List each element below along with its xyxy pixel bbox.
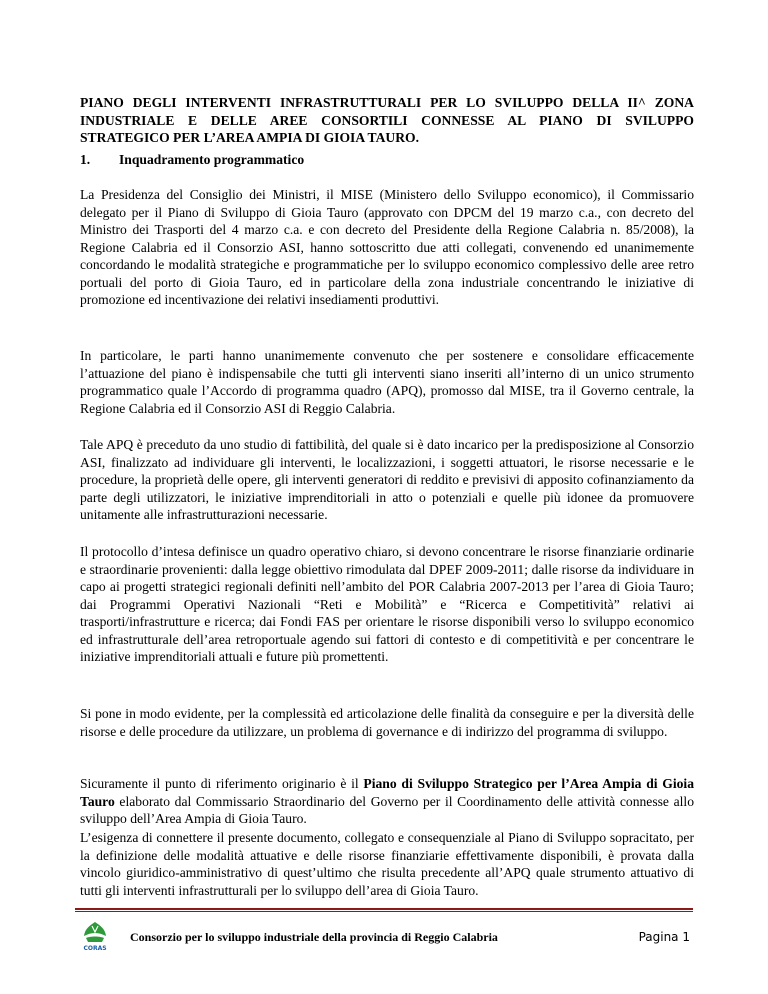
paragraph-3: Tale APQ è preceduto da uno studio di fattibilità, del quale si è dato incarico per la predisposizione al Consorzio ASI, finalizzato ad individuare gli interventi, le localizzazioni, i soggetti attuatori, le risorse necessarie e le procedure, la proprietà delle opere, gli interventi generatori di reddito e previsivi di apposito cofinanziamento da parte degli utilizzatori, le iniziative imprenditoriali in atto o potenziali e quelle più idonee da promuovere unitamente alle infrastrutturazioni necessarie. bbox=[80, 437, 694, 522]
footer-rule bbox=[75, 908, 693, 910]
plan-name-bold: Piano di Sviluppo Strategico per l’Area Ampia di Gioia Tauro bbox=[80, 776, 695, 809]
document-title: PIANO DEGLI INTERVENTI INFRASTRUTTURALI PER LO SVILUPPO DELLA II^ ZONA INDUSTRIALE E DELLE AREE CONSORTILI CONNESSE AL PIANO DI SVILUPPO STRATEGICO PER L’AREA AMPIA DI GIOIA TAURO. bbox=[80, 95, 694, 145]
footer-organization: Consorzio per lo sviluppo industriale della provincia di Reggio Calabria bbox=[130, 930, 498, 944]
paragraph-6-after: elaborato dal Commissario Straordinario del Governo per il Coordinamento delle attività connesse allo sviluppo dell’Area Ampia di Gioia Tauro. bbox=[80, 793, 694, 826]
logo-text: CORAS bbox=[83, 945, 107, 952]
consortium-logo-icon bbox=[80, 920, 110, 952]
page-number: Pagina 1 bbox=[638, 930, 690, 944]
section-heading bbox=[80, 151, 694, 168]
paragraph-5: Si pone in modo evidente, per la complessità ed articolazione delle finalità da conseguire e per la diversità delle risorse e delle procedure da utilizzare, un problema di governance e di indirizzo del programma di sviluppo. bbox=[80, 706, 694, 739]
paragraph-4: Il protocollo d’intesa definisce un quadro operativo chiaro, si devono concentrare le risorse finanziarie ordinarie e straordinarie provenienti: dalla legge obiettivo rimodulata dal DPEF 2009-2011; dalle risorse da individuare in capo ai progetti strategici regionali definiti nell’ambito del POR Calabria 2007-2013 per l’area di Gioia Tauro; dai Programmi Operativi Nazionali “Reti e Mobilità” e “Ricerca e Competitività” relativi ai trasporti/infrastrutture e ricerca; dai Fondi FAS per orientare le risorse disponibili verso lo sviluppo economico ed infrastrutturale dell’area retroportuale agendo sui fattori di contesto e di competitività e per concentrare le iniziative imprenditoriali attuali e future più promettenti. bbox=[80, 544, 694, 664]
section-number: 1. bbox=[80, 152, 91, 167]
section-label: Inquadramento programmatico bbox=[119, 152, 305, 167]
paragraph-2: In particolare, le parti hanno unanimemente convenuto che per sostenere e consolidare efficacemente l’attuazione del piano è indispensabile che tutti gli interventi siano inseriti all’interno di un unico strumento programmatico quale l’Accordo di programma quadro (APQ), promosso dal MISE, tra il Governo centrale, la Regione Calabria ed il Consorzio ASI di Reggio Calabria. bbox=[80, 348, 694, 416]
paragraph-1: La Presidenza del Consiglio dei Ministri, il MISE (Ministero dello Sviluppo economico), il Commissario delegato per il Piano di Sviluppo di Gioia Tauro (approvato con DPCM del 19 marzo c.a., con decreto del Ministro dei Trasporti del 4 marzo c.a. e con decreto del Presidente della Regione Calabria n. 85/2008), la Regione Calabria ed il Consorzio ASI, hanno sottoscritto due atti collegati, convenendo ed unanimemente concordando le modalità strategiche e programmatiche per lo sviluppo economico complessivo delle aree retro portuali del porto di Gioia Tauro, ed in particolare della zona industriale concentrando le iniziative di promozione ed incentivazione dei relativi insediamenti produttivi. bbox=[80, 187, 694, 307]
footer-rule-thin bbox=[75, 911, 693, 912]
paragraph-7: L’esigenza di connettere il presente documento, collegato e consequenziale al Piano di Sviluppo sopracitato, per la definizione delle modalità attuative e delle risorse finanziarie effettivamente disponibili, è provata dalla vincolo giuridico-amministrativo di quest’ultimo che risulta precedente all’APQ quale strumento attuativo di tutti gli interventi infrastrutturali per lo sviluppo dell’area di Gioia Tauro. bbox=[80, 830, 694, 898]
paragraph-6 bbox=[80, 775, 694, 828]
paragraph-6-before: Sicuramente il punto di riferimento originario è il bbox=[80, 776, 364, 791]
